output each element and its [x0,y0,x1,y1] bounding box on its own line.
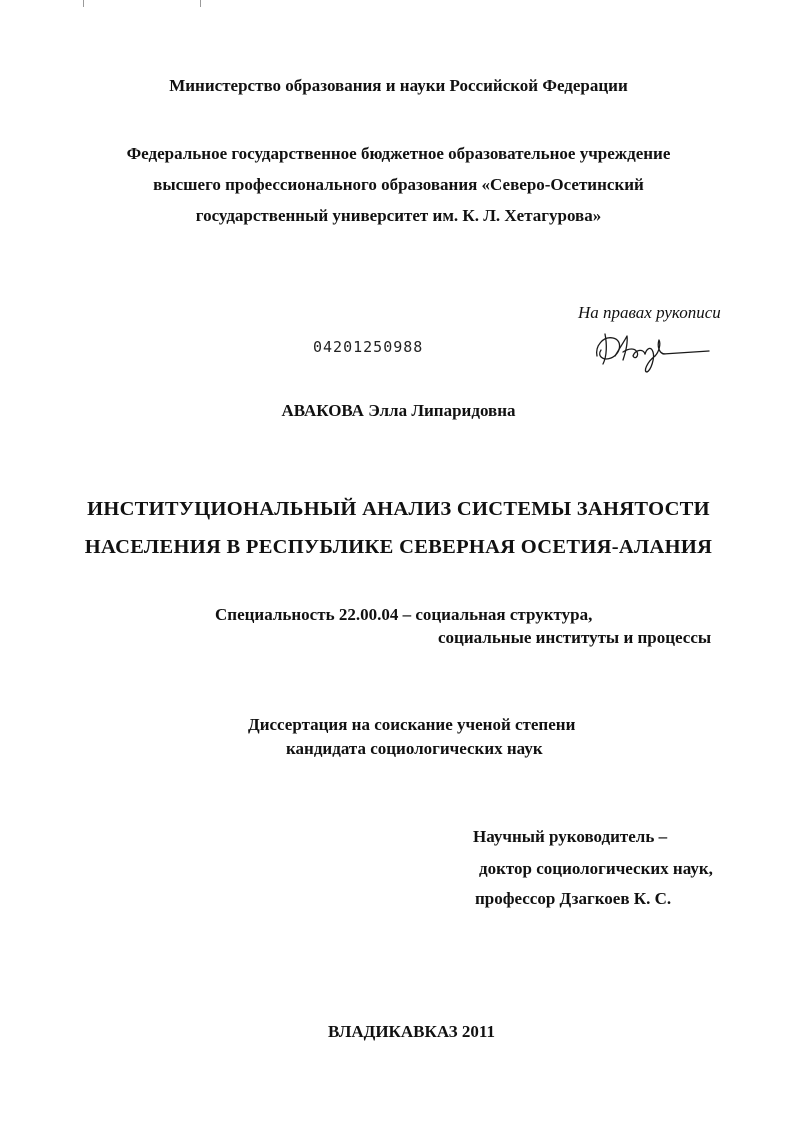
author-given-names: Элла Липаридовна [368,401,516,420]
specialty-line-1: Специальность 22.00.04 – социальная структура, [215,605,593,624]
supervisor-name: профессор Дзагкоев К. С. [475,889,672,908]
supervisor-degree: доктор социологических наук, [479,859,713,878]
author-surname: АВАКОВА [281,401,364,420]
institution-line-1: Федеральное государственное бюджетное образовательное учреждение [126,144,671,163]
city-and-year: ВЛАДИКАВКАЗ 2011 [328,1022,495,1041]
scan-margin-mark [83,0,84,7]
institution-line-2: высшего профессионального образования «Северо-Осетинский [153,175,644,194]
degree-statement-line-2: кандидата социологических наук [286,739,543,758]
scan-margin-mark [200,0,201,7]
manuscript-rights-note: На правах рукописи [578,303,721,322]
dissertation-title-line-2: НАСЕЛЕНИЯ В РЕСПУБЛИКЕ СЕВЕРНАЯ ОСЕТИЯ-АЛАНИЯ [84,536,713,558]
dissertation-title-line-1: ИНСТИТУЦИОНАЛЬНЫЙ АНАЛИЗ СИСТЕМЫ ЗАНЯТОСТИ [87,498,710,520]
supervisor-label: Научный руководитель – [473,827,668,846]
degree-statement-line-1: Диссертация на соискание ученой степени [248,715,576,734]
ministry-heading: Министерство образования и науки Российской Федерации [169,76,628,95]
author-name [0,401,797,421]
document-code: 04201250988 [313,338,424,356]
institution-line-3: государственный университет им. К. Л. Хетагурова» [195,206,602,225]
specialty-line-2: социальные институты и процессы [438,628,712,647]
handwritten-signature [591,326,716,374]
